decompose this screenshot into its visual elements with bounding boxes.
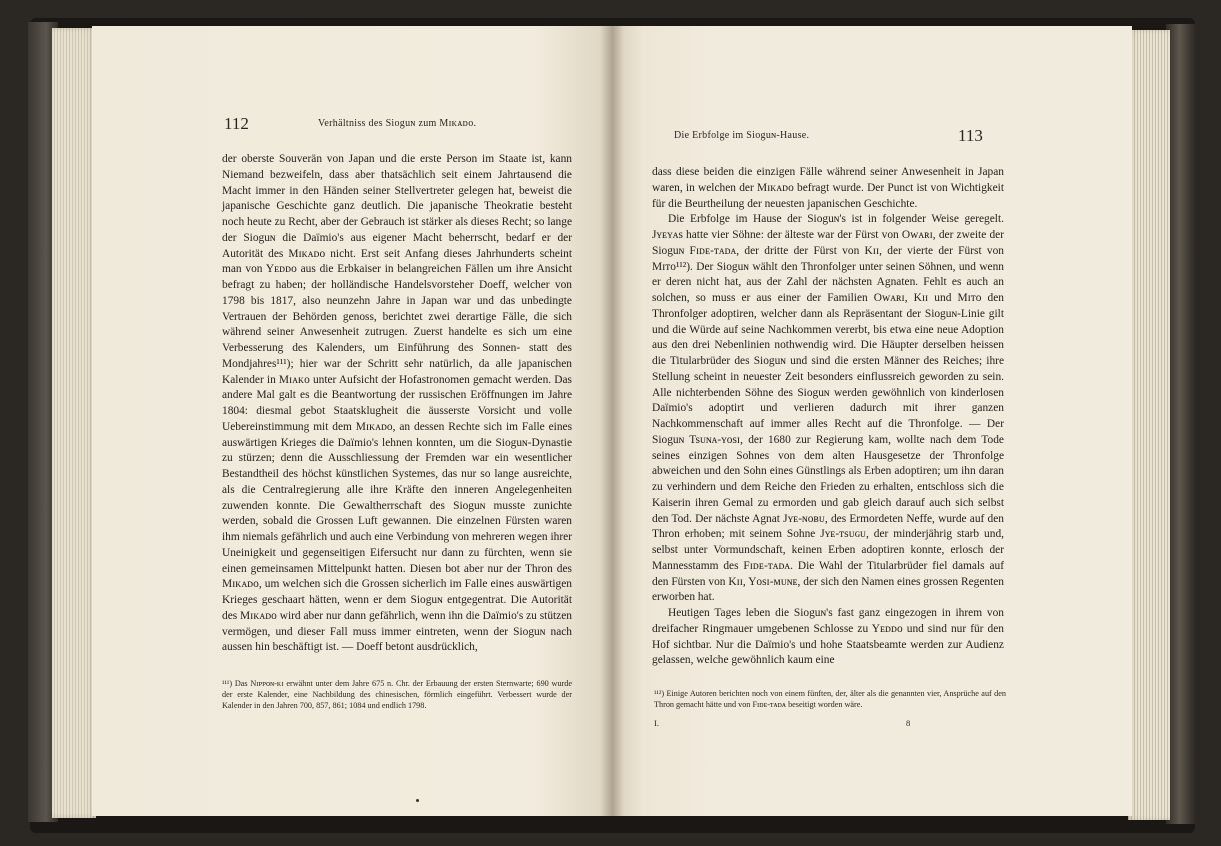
left-page-edges: [52, 28, 96, 818]
page-number: 112: [224, 114, 249, 133]
paragraph: Die Erbfolge im Hause der Sioguɴ's ist in folgender Weise geregelt. Jʏᴇʏᴀs hatte vier Söhne: der älteste war der Fürst von Oᴡᴀʀɪ, der zweite der Sioguɴ Fɪᴅᴇ-ᴛᴀᴅᴀ, der dritte der Fürst von Kɪɪ, der vierte der Fürst von Mɪᴛᴏ¹¹²). Der Sioguɴ wählt den Thronfolger unter seinen Söhnen, und wenn er deren nicht hat, aus der Zahl der nächsten Agnaten. Fehlt es auch an solchen, so muss er aus einer der Familien Oᴡᴀʀɪ, Kɪɪ und Mɪᴛᴏ den Thronfolger adoptiren, welcher dann als Repräsentant der Sioguɴ-Linie gilt und die Würde auf seine Nachkommen vererbt, bis etwa eine neue Adoption aus den drei Nebenlinien nothwendig wird. Die Häupter derselben heissen die Titularbrüder des Sioguɴ und sind die ersten Männer des Reiches; ihre Stellung scheint in neuester Zeit besonders einflussreich geworden zu sein. Alle nichterbenden Söhne des Sioguɴ werden gewöhnlich von kinderlosen Daïmio's adoptirt und verlieren dadurch mit ihrer ganzen Nachkommenschaft auf immer alles Recht auf die Thronfolge. — Der Sioguɴ Tsᴜɴᴀ-ʏᴏsɪ, der 1680 zur Regierung kam, wollte nach dem Tode seines einzigen Sohnes von dem alten Hausgesetze der Thronfolge abweichen und den Sohn eines Günstlings als Erben adoptiren; um ihn daran zu verhindern und dem Reiche den Frieden zu erhalten, entschloss sich die Kaiserin ihren Gemal zu ermorden und gab gleich darauf auch sich selbst den Tod. Der nächste Agnat Jʏᴇ-ɴᴏʙᴜ, des Ermordeten Neffe, wurde auf den Thron erhoben; mit seinem Sohne Jʏᴇ-ᴛsᴜɢᴜ, der minderjährig starb und, selbst unter Vormundschaft, keinen Erben adoptiren konnte, erlosch der Mannesstamm des Fɪᴅᴇ-ᴛᴀᴅᴀ. Die Wahl der Titularbrüder fiel damals auf den Fürsten von Kɪɪ, Yᴏsɪ-ᴍᴜɴᴇ, der sich den Namen eines grossen Regenten erworben hat.: [652, 213, 1004, 604]
footnote: ¹¹¹) Das Nɪᴘᴘᴏɴ-ᴋɪ erwähnt unter dem Jahre 675 n. Chr. der Erbauung der ersten Sternwarte; 690 wurde der erste Kalender, eine Nachbildung des chinesischen, förmlich eingeführt. Verbessert wurde der Kalender in den Jahren 700, 857, 861; 1084 und endlich 1798.: [222, 679, 572, 711]
body-text: [652, 165, 1004, 669]
right-page: [612, 26, 1132, 816]
running-head: Verhältniss des Sioguɴ zum Mɪᴋᴀᴅᴏ.: [318, 118, 477, 129]
paragraph: der oberste Souverän von Japan und die erste Person im Staate ist, kann Niemand bezweifeln, dass aber thatsächlich seit einem Jahrtausend die Macht immer in den Händen seiner Stellvertreter gelegen hat, beweist die japanische Geschichte ganz deutlich. Die japanische Theokratie besteht noch heute zu Recht, aber der Gebrauch ist stärker als dieses Recht; so lange der Sioguɴ die Daïmio's aus eigener Macht beherrscht, bedarf er der Autorität des Mɪᴋᴀᴅᴏ nicht. Erst seit Anfang dieses Jahrhunderts scheint man von Yᴇᴅᴅᴏ aus die Erbkaiser in belangreichen Fällen um ihre Ansicht befragt zu haben; der holländische Handelsvorsteher Doeff, welcher von 1798 bis 1817, also neunzehn Jahre in Japan war und das unbedingte Vertrauen der Behörden genoss, berichtet zwei derartige Fälle, die sich während seiner Anwesenheit zutrugen. Zuerst handelte es sich um eine Verbesserung des Kalenders, um Einführung des Sonnen- statt des Mondjahres¹¹¹); hier war der Schritt sehr natürlich, da alle japanischen Kalender in Mɪᴀᴋᴏ unter Aufsicht der Hofastronomen gemacht werden. Das andere Mal galt es die Beantwortung der russischen Eröffnungen im Jahre 1804: diesmal gebot Staatsklugheit die äusserste Vorsicht und volle Uebereinstimmung mit dem Mɪᴋᴀᴅᴏ, an dessen Rechte sich im Falle eines auswärtigen Krieges die Daïmio's lehnen konnten, um die Sioguɴ-Dynastie zu stürzen; denn die Ausschliessung der Fremden war ein wesentlicher Bestandtheil des höchst künstlichen Systemes, das nur so lange ausreichte, als die Centralregierung alle ihre Kräfte den inneren Angelegenheiten zuwenden konnte. Die Gewaltherrschaft des Sioguɴ musste zunichte werden, sobald die Grossen Luft gewannen. Die einzelnen Fürsten waren ihm niemals gefährlich und auch eine Verbindung von mehreren wegen ihrer Uneinigkeit und gegenseitigen Eifersucht nur dann zu fürchten, wenn sie einen gemeinsamen Mittelpunkt hatten. Diesen bot aber nur der Thron des Mɪᴋᴀᴅᴏ, um welchen sich die Grossen sicherlich im Falle eines auswärtigen Krieges geschaart hätten, wenn er dem Sioguɴ entgegentrat. Die Autorität des Mɪᴋᴀᴅᴏ wird aber nur dann gefährlich, wenn ihn die Daïmio's zu stützen vermögen, und dieser Fall muss immer eintreten, wenn der Sioguɴ nach aussen hin beschäftigt ist. — Doeff betont ausdrücklich,: [222, 153, 572, 654]
signature-mark: I.: [654, 718, 659, 728]
paper-speck: [416, 799, 419, 802]
paragraph: dass diese beiden die einzigen Fälle während seiner Anwesenheit in Japan waren, in welchen der Mɪᴋᴀᴅᴏ befragt wurde. Der Punct ist von Wichtigkeit für die Beurtheilung der neuesten japanischen Geschichte.: [652, 166, 1004, 210]
gutter-shadow: [600, 26, 624, 816]
left-page: [92, 26, 612, 816]
paragraph: Heutigen Tages leben die Sioguɴ's fast ganz eingezogen in ihrem von dreifacher Ringmauer umgebenen Schlosse zu Yᴇᴅᴅᴏ und sind nur für den Hof sichtbar. Nur die Daïmio's und hohe Staatsbeamte werden zur Audienz gelassen, welche gewöhnlich kaum eine: [652, 607, 1004, 667]
footnote: ¹¹²) Einige Autoren berichten noch von einem fünften, der, älter als die genannten vier, Ansprüche auf den Thron gemacht hätte und von Fɪᴅᴇ-ᴛᴀᴅᴀ beseitigt worden wäre.: [654, 689, 1006, 710]
right-page-edges: [1128, 30, 1170, 820]
page-number: 113: [958, 126, 983, 145]
signature-mark: 8: [906, 718, 911, 728]
running-head: Die Erbfolge im Sioguɴ-Hause.: [674, 130, 810, 141]
body-text: [222, 152, 572, 656]
right-cover: [1166, 24, 1196, 824]
